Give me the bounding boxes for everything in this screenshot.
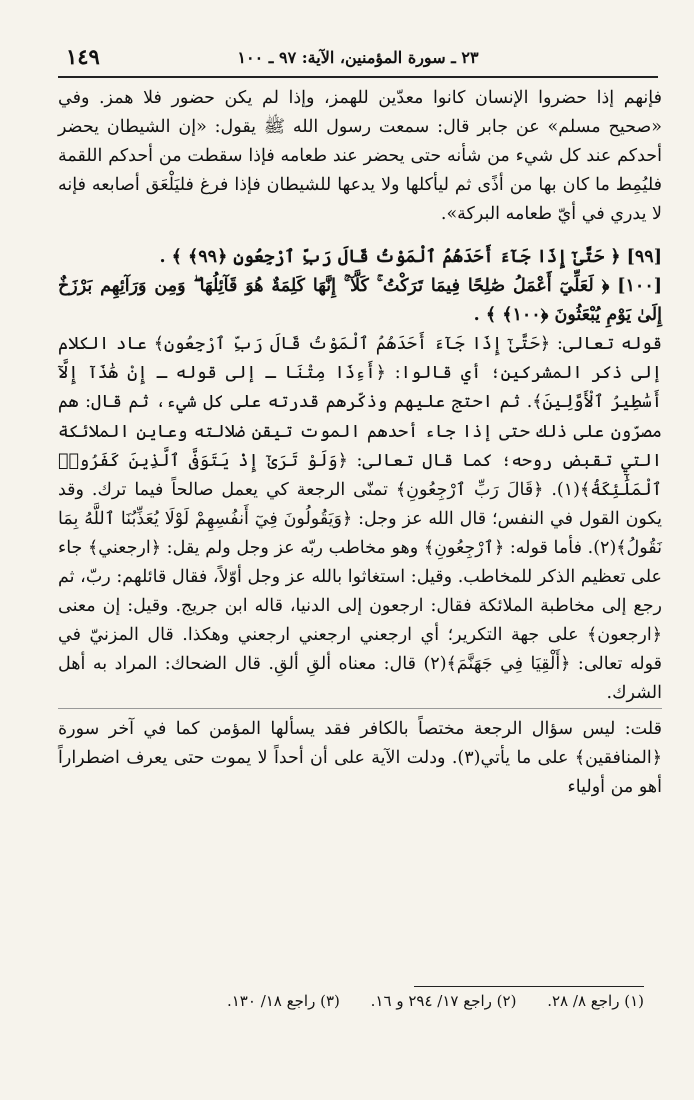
- verses-block: [58, 243, 662, 330]
- running-title: ٢٣ ـ سورة المؤمنين، الآية: ٩٧ ـ ١٠٠: [237, 48, 479, 67]
- page-number: ١٤٩: [66, 44, 100, 69]
- footnote-2: (٢) راجع ١٧/ ٢٩٤ و ١٦.: [370, 992, 517, 1010]
- footnotes: [84, 992, 644, 1010]
- footnote-rule: [414, 986, 644, 987]
- verse-100: [١٠٠] ﴿ لَعَلِّيٓ أَعْمَلُ صَٰلِحًا فِيمَا تَرَكْتُ ۚ كَلَّآ ۚ إِنَّهَا كَلِمَةٌ هُوَ قَآئِلُهَا ۖ وَمِن وَرَآئِهِم بَرْزَخٌ إِلَىٰ يَوْمِ يُبْعَثُونَ ﴿١٠٠﴾ ﴾ .: [58, 276, 662, 326]
- verse-99: [٩٩] ﴿ حَتَّىٰٓ إِذَا جَآءَ أَحَدَهُمُ ٱلْمَوْتُ قَالَ رَبِّ ٱرْجِعُونِ ﴿٩٩﴾ ﴾ .: [159, 247, 662, 268]
- footnote-1: (١) راجع ٨/ ٢٨.: [547, 992, 644, 1010]
- intro-paragraph: فإنهم إذا حضروا الإنسان كانوا معدّين للهمز، وإذا لم يكن حضور فلا همز. وفي «صحيح مسلم» عن جابر قال: سمعت رسول الله ﷺ يقول: «إن الشيطان يحضر أحدكم عند كل شيء من شأنه حتى يحضر عند طعامه فإذا سقطت من أحدكم اللقمة فليُمِط ما كان بها من أذًى ثم ليأكلها ولا يدعها للشيطان فإذا فرغ فليَلْعَق أصابعه فإنه لا يدري في أيّ طعامه البركة».: [58, 88, 662, 225]
- page-body: [58, 84, 662, 802]
- note-paragraph: قلت: ليس سؤال الرجعة مختصاً بالكافر فقد يسألها المؤمن كما في آخر سورة ﴿المنافقين﴾ على ما يأتي(٣). ودلت الآية على أن أحداً لا يموت حتى يعرف اضطراراً أهو من أولياء: [58, 708, 662, 802]
- commentary-paragraph: قوله تعالى: ﴿حَتَّىٰٓ إِذَا جَآءَ أَحَدَهُمُ ٱلْمَوْتُ قَالَ رَبِّ ٱرْجِعُونِ﴾ عاد الكلام إلى ذكر المشركين؛ أي قالوا: ﴿أَءِذَا مِتْنَا ـ إلى قوله ـ إِنْ هَٰذَآ إِلَّآ أَسَٰطِيرُ ٱلْأَوَّلِينَ﴾. ثم احتج عليهم وذكّرهم قدرته على كل شيء، ثم قال: هم مصرّون على ذلك حتى إذا جاء أحدهم الموت تيقن ضلالته وعاين الملائكة التي تقبض روحه؛ كما قال تعالى: ﴿وَلَوْ تَرَىٰٓ إِذْ يَتَوَفَّى ٱلَّذِينَ كَفَرُوا۟ ٱلْمَلَٰٓئِكَةُ﴾(١). ﴿قَالَ رَبِّ ٱرْجِعُونِ﴾ تمنّى الرجعة كي يعمل صالحاً فيما ترك. وقد يكون القول في النفس؛ قال الله عز وجل: ﴿وَيَقُولُونَ فِيٓ أَنفُسِهِمْ لَوْلَا يُعَذِّبُنَا ٱللَّهُ بِمَا نَقُولُ﴾(٢). فأما قوله: ﴿ٱرْجِعُونِ﴾ وهو مخاطب ربّه عز وجل ولم يقل: ﴿ارجعني﴾ جاء على تعظيم الذكر للمخاطب. وقيل: استغاثوا بالله عز وجل أوّلاً، فقال قائلهم: ربّ، ثم رجع إلى مخاطبة الملائكة فقال: ارجعون إلى الدنيا، قاله ابن جريج. وقيل: إن معنى ﴿ارجعون﴾ على جهة التكرير؛ أي ارجعني ارجعني ارجعني وهكذا. قال المزنيّ في قوله تعالى: ﴿أَلْقِيَا فِي جَهَنَّمَ﴾(٢) قال: معناه ألقِ ألقِ. قال الضحاك: المراد به أهل الشرك.: [58, 334, 663, 703]
- page-header: [58, 42, 658, 78]
- footnote-3: (٣) راجع ١٨/ ١٣٠.: [226, 992, 340, 1010]
